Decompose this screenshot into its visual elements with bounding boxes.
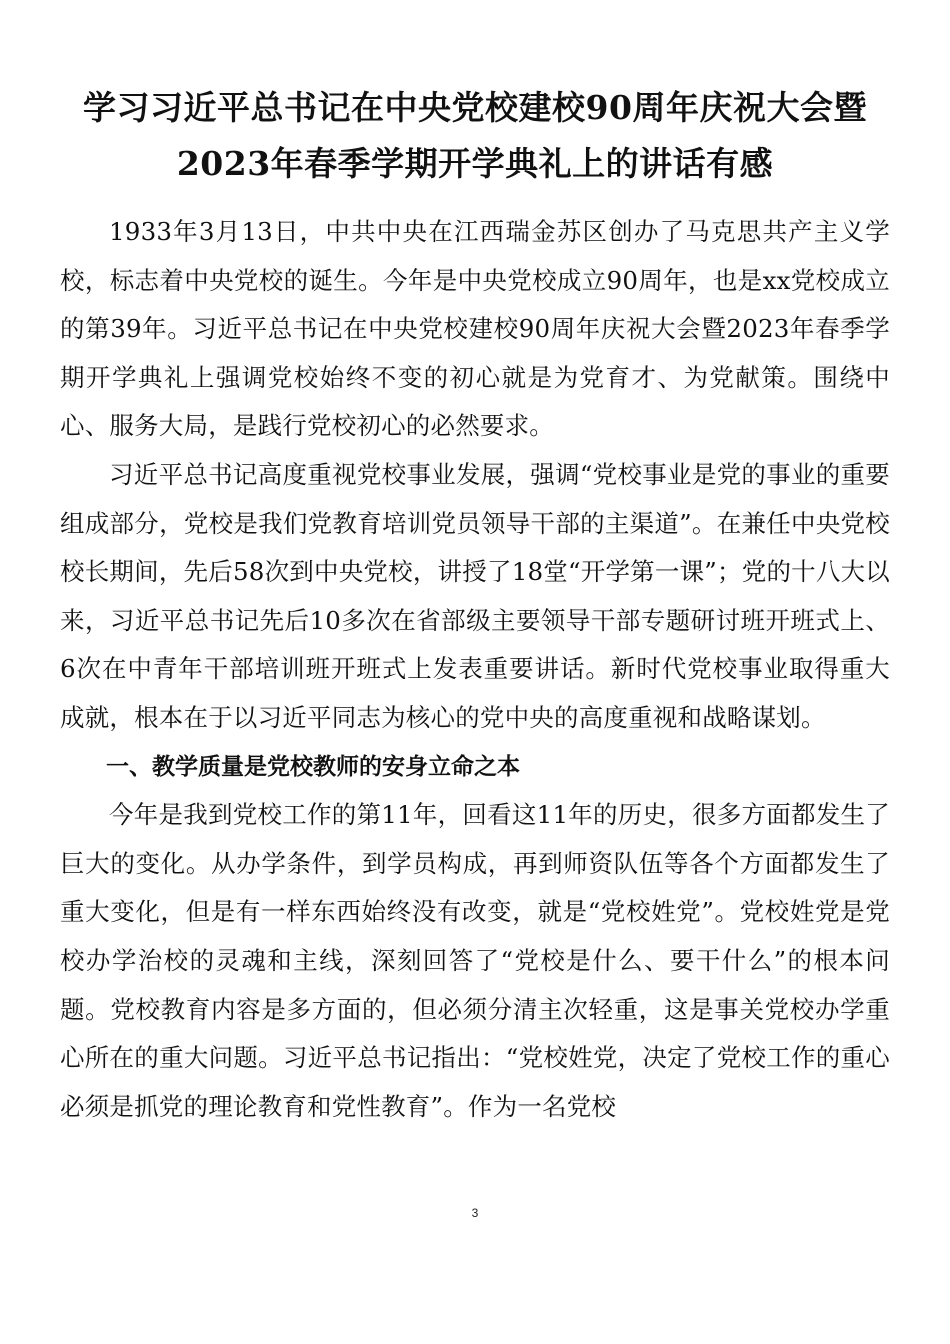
paragraph-2: 习近平总书记高度重视党校事业发展，强调“党校事业是党的事业的重要组成部分，党校是我们党教育培训党员领导干部的主渠道”。在兼任中央党校校长期间，先后58次到中央党校，讲授了18堂“开学第一课”；党的十八大以来，习近平总书记先后10多次在省部级主要领导干部专题研讨班开班式上、6次在中青年干部培训班开班式上发表重要讲话。新时代党校事业取得重大成就，根本在于以习近平同志为核心的党中央的高度重视和战略谋划。 [60,459,890,732]
title-line-1: 学习习近平总书记在中央党校建校90周年庆祝大会暨 [83,88,867,127]
document-body [60,208,890,1131]
section-heading: 一、教学质量是党校教师的安身立命之本 [106,753,520,780]
paragraph-1: 1933年3月13日，中共中央在江西瑞金苏区创办了马克思共产主义学校，标志着中央党校的诞生。今年是中央党校成立90周年，也是xx党校成立的第39年。习近平总书记在中央党校建校90周年庆祝大会暨2023年春季学期开学典礼上强调党校始终不变的初心就是为党育才、为党献策。围绕中心、服务大局，是践行党校初心的必然要求。 [60,217,890,441]
title-line-2: 2023年春季学期开学典礼上的讲话有感 [176,144,774,183]
document-title [40,80,910,192]
page-number: 3 [471,1206,479,1220]
section-paragraph: 今年是我到党校工作的第11年，回看这11年的历史，很多方面都发生了巨大的变化。从办学条件，到学员构成，再到师资队伍等各个方面都发生了重大变化，但是有一样东西始终没有改变，就是“党校姓党”。党校姓党是党校办学治校的灵魂和主线，深刻回答了“党校是什么、要干什么”的根本问题。党校教育内容是多方面的，但必须分清主次轻重，这是事关党校办学重心所在的重大问题。习近平总书记指出：“党校姓党，决定了党校工作的重心必须是抓党的理论教育和党性教育”。作为一名党校 [60,800,890,1121]
